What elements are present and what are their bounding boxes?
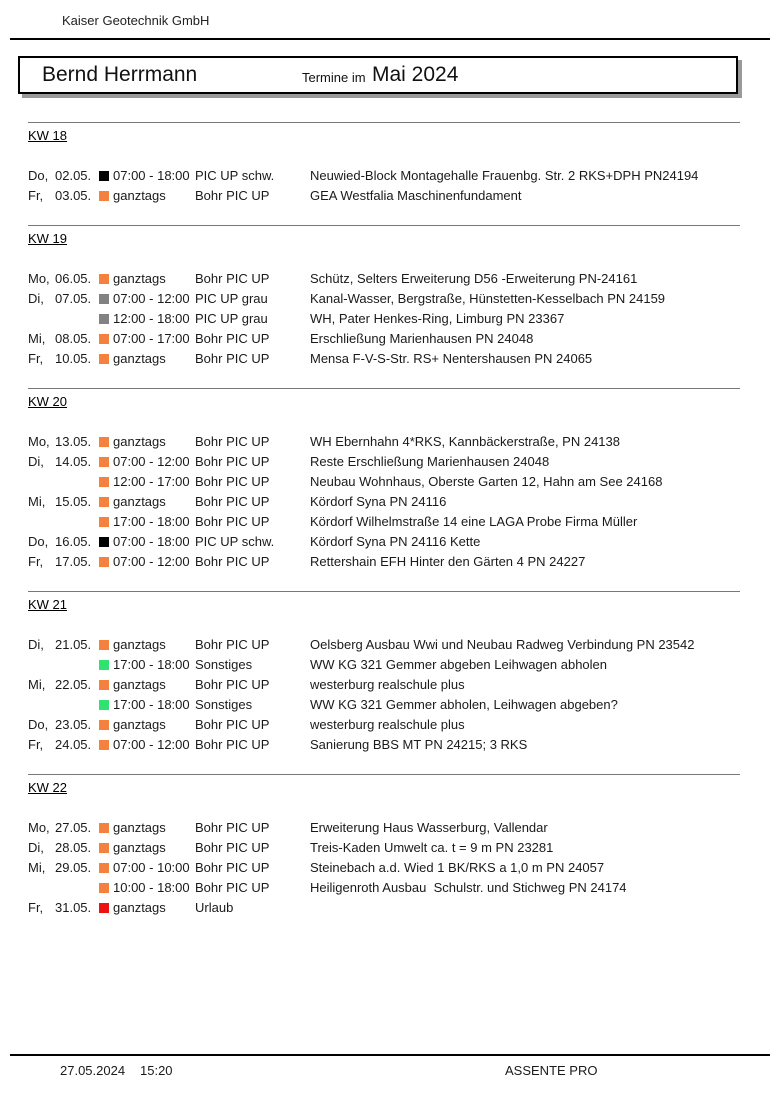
category-label: PIC UP grau <box>195 291 268 306</box>
week-section <box>0 591 780 755</box>
category-label: Sonstiges <box>195 697 253 712</box>
print-date: 27.05.2024 <box>60 1063 126 1078</box>
time-label: 07:00 - 10:00 <box>113 860 190 875</box>
date-label: 17.05. <box>55 554 92 569</box>
date-label: 15.05. <box>55 494 92 509</box>
date-label: 21.05. <box>55 637 92 652</box>
category-color-square <box>99 537 109 547</box>
time-label: ganztags <box>113 351 166 366</box>
day-label: Mo, <box>28 820 50 835</box>
date-label: 14.05. <box>55 454 92 469</box>
time-label: 17:00 - 18:00 <box>113 657 190 672</box>
category-color-square <box>99 334 109 344</box>
day-label: Fr, <box>28 900 44 915</box>
category-label: Bohr PIC UP <box>195 331 270 346</box>
category-color-square <box>99 457 109 467</box>
time-label: 07:00 - 18:00 <box>113 534 190 549</box>
date-label: 28.05. <box>55 840 92 855</box>
day-label: Di, <box>28 454 44 469</box>
time-label: ganztags <box>113 840 166 855</box>
time-label: 17:00 - 18:00 <box>113 514 190 529</box>
appointment-row <box>0 166 780 186</box>
appointment-rows <box>0 432 780 572</box>
day-label: Mi, <box>28 860 46 875</box>
week-label: KW 18 <box>28 128 68 143</box>
date-label: 06.05. <box>55 271 92 286</box>
time-label: 07:00 - 12:00 <box>113 737 190 752</box>
category-label: Bohr PIC UP <box>195 840 270 855</box>
category-color-square <box>99 437 109 447</box>
category-label: PIC UP schw. <box>195 534 275 549</box>
appointment-row <box>0 552 780 572</box>
description-label: GEA Westfalia Maschinenfundament <box>310 188 522 203</box>
time-label: ganztags <box>113 494 166 509</box>
category-color-square <box>99 740 109 750</box>
time-label: 12:00 - 17:00 <box>113 474 190 489</box>
description-label: Steinebach a.d. Wied 1 BK/RKS a 1,0 m PN 24057 <box>310 860 605 875</box>
appointment-row <box>0 818 780 838</box>
day-label: Mi, <box>28 677 46 692</box>
time-label: 17:00 - 18:00 <box>113 697 190 712</box>
appointment-rows <box>0 635 780 755</box>
day-label: Mi, <box>28 494 46 509</box>
description-label: Treis-Kaden Umwelt ca. t = 9 m PN 23281 <box>310 840 554 855</box>
category-color-square <box>99 294 109 304</box>
day-label: Fr, <box>28 554 44 569</box>
appointment-row <box>0 309 780 329</box>
appointment-row <box>0 715 780 735</box>
date-label: 24.05. <box>55 737 92 752</box>
category-color-square <box>99 640 109 650</box>
category-label: Bohr PIC UP <box>195 351 270 366</box>
appointment-row <box>0 655 780 675</box>
category-color-square <box>99 171 109 181</box>
week-label: KW 19 <box>28 231 68 246</box>
appointment-rows <box>0 166 780 206</box>
category-color-square <box>99 883 109 893</box>
time-label: ganztags <box>113 434 166 449</box>
time-label: 07:00 - 12:00 <box>113 291 190 306</box>
category-label: Bohr PIC UP <box>195 737 270 752</box>
day-label: Do, <box>28 717 49 732</box>
category-color-square <box>99 497 109 507</box>
weeks-list <box>0 122 780 937</box>
footer-rule <box>10 1054 770 1056</box>
category-label: Bohr PIC UP <box>195 514 270 529</box>
time-label: 07:00 - 12:00 <box>113 454 190 469</box>
title-month: Mai 2024 <box>372 63 459 86</box>
category-label: Bohr PIC UP <box>195 820 270 835</box>
time-label: ganztags <box>113 820 166 835</box>
category-label: Bohr PIC UP <box>195 434 270 449</box>
description-label: Kördorf Syna PN 24116 <box>310 494 447 509</box>
appointment-row <box>0 512 780 532</box>
day-label: Mo, <box>28 271 50 286</box>
category-color-square <box>99 823 109 833</box>
date-label: 16.05. <box>55 534 92 549</box>
appointment-rows <box>0 269 780 369</box>
description-label: Heiligenroth Ausbau Schulstr. und Stichweg PN 24174 <box>310 880 627 895</box>
category-color-square <box>99 720 109 730</box>
category-label: Bohr PIC UP <box>195 860 270 875</box>
description-label: Schütz, Selters Erweiterung D56 -Erweiterung PN-24161 <box>310 271 638 286</box>
day-label: Di, <box>28 291 44 306</box>
description-label: Neuwied-Block Montagehalle Frauenbg. Str. 2 RKS+DPH PN24194 <box>310 168 699 183</box>
appointment-row <box>0 695 780 715</box>
day-label: Di, <box>28 637 44 652</box>
description-label: Neubau Wohnhaus, Oberste Garten 12, Hahn am See 24168 <box>310 474 663 489</box>
date-label: 22.05. <box>55 677 92 692</box>
appointment-rows <box>0 818 780 918</box>
appointment-row <box>0 452 780 472</box>
description-label: westerburg realschule plus <box>310 677 465 692</box>
category-color-square <box>99 477 109 487</box>
title-box <box>18 56 738 94</box>
description-label: Kördorf Wilhelmstraße 14 eine LAGA Probe Firma Müller <box>310 514 638 529</box>
week-section <box>0 122 780 206</box>
appointment-row <box>0 289 780 309</box>
category-label: Bohr PIC UP <box>195 880 270 895</box>
category-color-square <box>99 660 109 670</box>
category-color-square <box>99 700 109 710</box>
day-label: Fr, <box>28 351 44 366</box>
appointment-row <box>0 492 780 512</box>
category-label: Bohr PIC UP <box>195 637 270 652</box>
time-label: 07:00 - 18:00 <box>113 168 190 183</box>
day-label: Mi, <box>28 331 46 346</box>
date-label: 27.05. <box>55 820 92 835</box>
appointment-row <box>0 186 780 206</box>
date-label: 31.05. <box>55 900 92 915</box>
day-label: Do, <box>28 534 49 549</box>
time-label: ganztags <box>113 717 166 732</box>
appointment-row <box>0 858 780 878</box>
appointment-row <box>0 675 780 695</box>
category-color-square <box>99 843 109 853</box>
appointment-row <box>0 532 780 552</box>
description-label: Kanal-Wasser, Bergstraße, Hünstetten-Kesselbach PN 24159 <box>310 291 666 306</box>
date-label: 13.05. <box>55 434 92 449</box>
day-label: Di, <box>28 840 44 855</box>
header-rule <box>10 38 770 40</box>
category-color-square <box>99 314 109 324</box>
day-label: Mo, <box>28 434 50 449</box>
description-label: westerburg realschule plus <box>310 717 465 732</box>
description-label: WH, Pater Henkes-Ring, Limburg PN 23367 <box>310 311 565 326</box>
category-label: Bohr PIC UP <box>195 717 270 732</box>
print-time: 15:20 <box>140 1063 173 1078</box>
category-color-square <box>99 274 109 284</box>
category-label: Bohr PIC UP <box>195 494 270 509</box>
description-label: Kördorf Syna PN 24116 Kette <box>310 534 481 549</box>
date-label: 03.05. <box>55 188 92 203</box>
appointment-row <box>0 269 780 289</box>
appointment-row <box>0 349 780 369</box>
time-label: ganztags <box>113 677 166 692</box>
appointment-row <box>0 838 780 858</box>
week-section <box>0 774 780 918</box>
description-label: Rettershain EFH Hinter den Gärten 4 PN 24227 <box>310 554 586 569</box>
title-prefix: Termine im <box>302 70 366 85</box>
category-label: Bohr PIC UP <box>195 474 270 489</box>
company-name: Kaiser Geotechnik GmbH <box>62 13 210 28</box>
description-label: WH Ebernhahn 4*RKS, Kannbäckerstraße, PN 24138 <box>310 434 621 449</box>
time-label: ganztags <box>113 637 166 652</box>
time-label: 07:00 - 12:00 <box>113 554 190 569</box>
appointment-row <box>0 735 780 755</box>
appointment-row <box>0 898 780 918</box>
category-color-square <box>99 680 109 690</box>
description-label: Oelsberg Ausbau Wwi und Neubau Radweg Verbindung PN 23542 <box>310 637 695 652</box>
appointment-row <box>0 472 780 492</box>
week-label: KW 22 <box>28 780 68 795</box>
appointment-row <box>0 635 780 655</box>
date-label: 29.05. <box>55 860 92 875</box>
category-label: PIC UP grau <box>195 311 268 326</box>
description-label: Sanierung BBS MT PN 24215; 3 RKS <box>310 737 528 752</box>
description-label: Reste Erschließung Marienhausen 24048 <box>310 454 550 469</box>
day-label: Do, <box>28 168 49 183</box>
category-color-square <box>99 863 109 873</box>
day-label: Fr, <box>28 737 44 752</box>
category-color-square <box>99 903 109 913</box>
description-label: WW KG 321 Gemmer abgeben Leihwagen abholen <box>310 657 608 672</box>
description-label: WW KG 321 Gemmer abholen, Leihwagen abgeben? <box>310 697 618 712</box>
category-label: PIC UP schw. <box>195 168 275 183</box>
category-label: Bohr PIC UP <box>195 188 270 203</box>
appointment-row <box>0 329 780 349</box>
time-label: 10:00 - 18:00 <box>113 880 190 895</box>
category-label: Bohr PIC UP <box>195 554 270 569</box>
date-label: 02.05. <box>55 168 92 183</box>
category-color-square <box>99 557 109 567</box>
category-label: Sonstiges <box>195 657 253 672</box>
appointment-row <box>0 432 780 452</box>
category-label: Urlaub <box>195 900 234 915</box>
person-name: Bernd Herrmann <box>42 63 198 86</box>
description-label: Mensa F-V-S-Str. RS+ Nentershausen PN 24065 <box>310 351 593 366</box>
time-label: ganztags <box>113 900 166 915</box>
category-color-square <box>99 191 109 201</box>
category-label: Bohr PIC UP <box>195 271 270 286</box>
date-label: 10.05. <box>55 351 92 366</box>
category-color-square <box>99 517 109 527</box>
category-label: Bohr PIC UP <box>195 454 270 469</box>
time-label: ganztags <box>113 271 166 286</box>
time-label: ganztags <box>113 188 166 203</box>
day-label: Fr, <box>28 188 44 203</box>
week-label: KW 21 <box>28 597 68 612</box>
category-label: Bohr PIC UP <box>195 677 270 692</box>
time-label: 07:00 - 17:00 <box>113 331 190 346</box>
category-color-square <box>99 354 109 364</box>
appointment-row <box>0 878 780 898</box>
week-label: KW 20 <box>28 394 68 409</box>
week-section <box>0 225 780 369</box>
date-label: 23.05. <box>55 717 92 732</box>
date-label: 07.05. <box>55 291 92 306</box>
week-section <box>0 388 780 572</box>
description-label: Erweiterung Haus Wasserburg, Vallendar <box>310 820 548 835</box>
description-label: Erschließung Marienhausen PN 24048 <box>310 331 534 346</box>
time-label: 12:00 - 18:00 <box>113 311 190 326</box>
date-label: 08.05. <box>55 331 92 346</box>
app-name: ASSENTE PRO <box>505 1063 598 1078</box>
